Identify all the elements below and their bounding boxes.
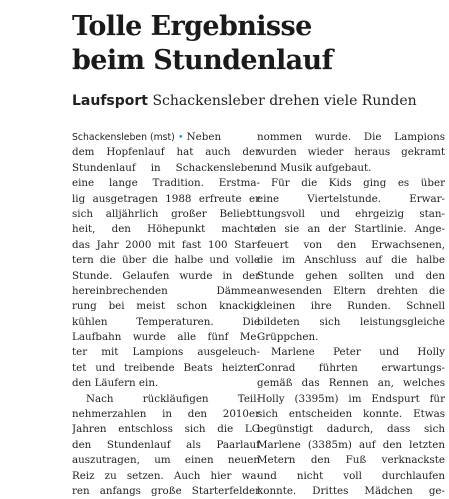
article-line — [72, 130, 260, 145]
subheadline — [72, 92, 442, 110]
headline-line-1: Tolle Ergebnisse — [72, 11, 312, 42]
article-line: begünstigt dadurch, dass sich — [257, 423, 445, 436]
article-line: die im Anschluss auf die halbe — [257, 254, 445, 267]
article-line: heit, den Höhepunkt machte — [72, 223, 260, 236]
article-line: Jahren entschloss sich die LG — [72, 423, 260, 436]
article-line: ren anfangs große Starterfelder — [72, 484, 260, 497]
article-line: Stunde gehen sollten und den — [257, 269, 445, 282]
article-line: Reiz zu setzen. Auch hier wa- — [72, 469, 260, 482]
article-line: Stundenlauf in Schackensleben — [72, 161, 260, 174]
article-line: den sie an der Startlinie. Ange- — [257, 223, 445, 236]
article-line: tungsvoll und ehrgeizig stan- — [257, 207, 445, 220]
article-line: gemäß das Rennen an, welches — [257, 377, 445, 390]
article-line: lig ausgetragen 1988 erfreute er — [72, 192, 260, 205]
article-line: kühlen Temperaturen. Die — [72, 315, 260, 328]
article-line: den Stundenlauf als Paarlauf — [72, 438, 260, 451]
article-line: eine lange Tradition. Erstma- — [72, 177, 260, 190]
article-line: feuert von den Erwachsenen, — [257, 238, 445, 251]
article-line: ter mit Lampions ausgeleuch- — [72, 346, 260, 359]
article-line: und Musik aufgebaut. — [257, 161, 372, 174]
article-line: sich entscheiden konnte. Etwas — [257, 408, 445, 421]
bullet-icon: • — [178, 133, 184, 143]
article-line: das Jahr 2000 mit fast 100 Star- — [72, 238, 260, 251]
subheadline-kicker: Laufsport — [72, 93, 148, 109]
article-line: nommen wurde. Die Lampions — [257, 131, 445, 143]
article-column-right — [257, 130, 445, 499]
article-line: Marlene (3385m) auf den letzten — [257, 438, 445, 451]
article-line: und nicht voll durchlaufen — [257, 469, 445, 482]
article-line: Laufbahn wurde alle fünf Me- — [72, 331, 260, 344]
article-column-left — [72, 130, 260, 499]
article-text: Neben — [186, 131, 222, 143]
article-line: sich alljährlich großer Beliebt- — [72, 207, 260, 220]
article-line: tern die über die halbe und volle — [72, 254, 260, 267]
article-line: Conrad führten erwartungs- — [257, 361, 445, 374]
article-line: wurden wieder heraus gekramt — [257, 146, 445, 159]
article-line: auszutragen, um einen neuen — [72, 454, 260, 467]
article-line: Stunde. Gelaufen wurde in der — [72, 269, 260, 282]
article-line: nehmerzahlen in den 2010er — [72, 408, 260, 421]
article-line: bildeten sich leistungsgleiche — [257, 315, 445, 328]
article-line: konnte. Drittes Mädchen ge- — [257, 484, 445, 497]
article-line: Nach rückläufigen Teil- — [86, 392, 260, 405]
headline — [72, 10, 442, 78]
article-line: Holly (3395m) im Endspurt für — [257, 392, 445, 405]
article-line: kleinen ihre Runden. Schnell — [257, 300, 445, 313]
article-line: Für die Kids ging es über — [271, 177, 445, 190]
dateline: Schackensleben (mst) — [72, 132, 175, 143]
article-line: hereinbrechenden Dämme- — [72, 284, 260, 297]
article-line: Metern den Fuß verknackste — [257, 454, 445, 467]
article-line: den Läufern ein. — [72, 377, 159, 390]
article-line: dem Hopfenlauf hat auch der — [72, 146, 260, 159]
subheadline-text: Schackensleber drehen viele Runden — [152, 93, 417, 109]
article-line: Grüppchen. — [257, 331, 319, 344]
headline-line-2: beim Stundenlauf — [72, 45, 333, 76]
article-line: rung bei meist schon knackig — [72, 300, 260, 313]
article-line: Marlene Peter und Holly — [271, 346, 445, 359]
article-line: eine Viertelstunde. Erwar- — [257, 192, 445, 205]
article-line: anwesenden Eltern drehten die — [257, 284, 445, 297]
article-line: tet und treibende Beats heizten — [72, 361, 260, 374]
